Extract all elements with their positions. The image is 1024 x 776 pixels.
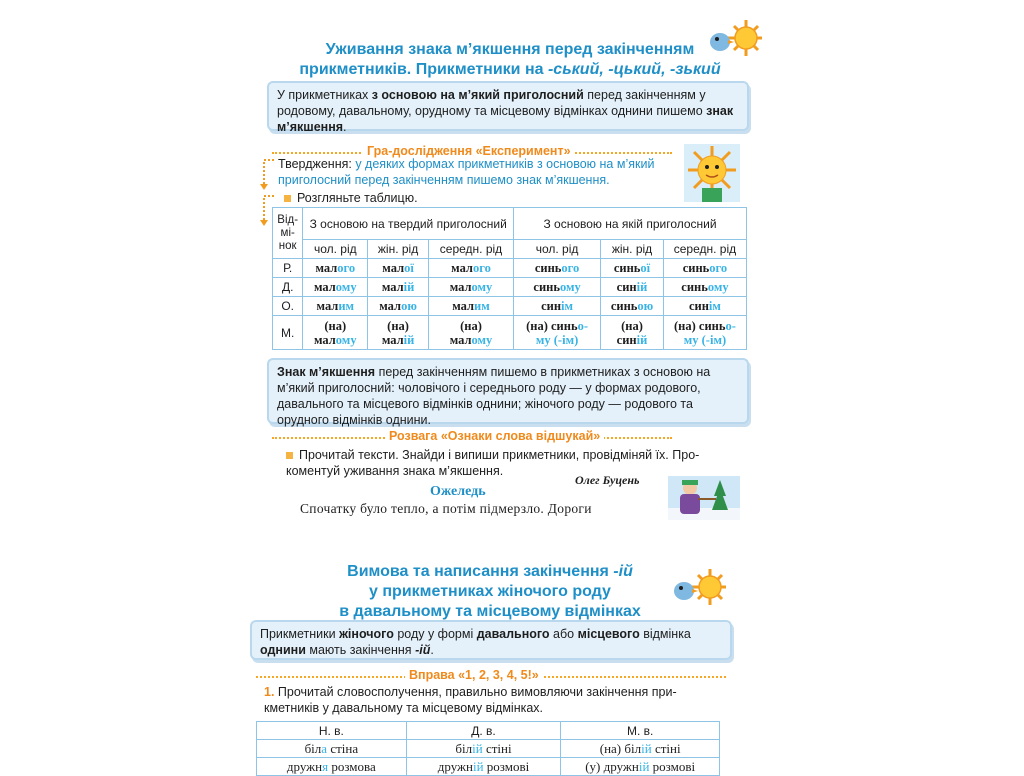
phrase-cell	[257, 758, 407, 776]
table-header-case: Від- мі- нок	[273, 208, 303, 259]
word-ending: ому	[335, 332, 357, 347]
word-form	[601, 259, 664, 278]
noun: розмова	[328, 758, 376, 774]
word-stem: син	[541, 299, 562, 313]
phrase-cell	[257, 740, 407, 758]
table-row	[273, 297, 747, 316]
word-ending: ому	[707, 280, 729, 294]
table-header: Д. в.	[406, 722, 561, 740]
word-stem: (на) мал	[313, 318, 347, 347]
word-form	[514, 297, 601, 316]
word-stem: синь	[613, 261, 641, 275]
section1-title: Уживання знака м’якшення перед закінченням прикметників. Прикметники на -ський, -цький, -зький	[299, 41, 721, 78]
word-stem: біл	[455, 740, 473, 756]
word-ending: ій	[472, 758, 484, 774]
word-stem: дружн	[286, 758, 323, 774]
statement: Твердження: у деяких формах прикметників з основою на м’який приголосний перед закінченням пишемо знак м’якшення.	[278, 157, 655, 187]
game-section-label: Гра-дослідження «Експеримент»	[363, 144, 575, 158]
table-subheader: чол. рід	[303, 240, 368, 259]
case-label: О.	[273, 297, 303, 316]
word-form	[428, 297, 513, 316]
word-stem: мал	[452, 299, 475, 313]
sun-character-picture	[684, 144, 740, 202]
word-form	[514, 259, 601, 278]
word-form	[428, 278, 513, 297]
word-stem: мал	[379, 299, 402, 313]
word-form	[601, 316, 664, 350]
case-label: Д.	[273, 278, 303, 297]
word-ending: ому	[471, 332, 493, 347]
word-stem: синь	[681, 280, 708, 294]
word-stem: біл	[304, 740, 322, 756]
word-ending: ою	[401, 299, 417, 313]
word-stem: мал	[382, 261, 405, 275]
word-ending: ого	[472, 261, 491, 275]
noun: розмові	[649, 758, 696, 774]
table-row	[257, 758, 720, 776]
word-form	[368, 316, 429, 350]
table-row	[273, 278, 747, 297]
consider-line: Розгляньте таблицю.	[284, 190, 418, 206]
word-form	[303, 259, 368, 278]
word-stem: син	[688, 299, 709, 313]
word-ending: ій	[403, 280, 415, 294]
word-stem: синь	[610, 299, 638, 313]
word-form	[663, 316, 746, 350]
word-ending: ій	[636, 332, 648, 347]
endings-table	[272, 207, 747, 350]
word-ending: ому	[559, 280, 581, 294]
word-stem: синь	[533, 280, 560, 294]
word-form	[514, 316, 601, 350]
word-form	[368, 297, 429, 316]
word-ending: о- му (-ім)	[683, 318, 736, 347]
word-form	[368, 259, 429, 278]
word-ending: ою	[637, 299, 654, 313]
table-subheader: жін. рід	[601, 240, 664, 259]
case-label: М.	[273, 316, 303, 350]
word-form	[303, 297, 368, 316]
winter-child-picture	[668, 476, 740, 520]
author: Олег Буцень	[575, 473, 640, 487]
word-ending: ій	[636, 280, 648, 294]
word-form	[303, 278, 368, 297]
word-form	[368, 278, 429, 297]
task-text: Прочитай тексти. Знайди і випиши прикметники, провідміняй їх. Прокоментуй уживання знака м’якшення.	[286, 448, 700, 478]
word-form	[428, 316, 513, 350]
word-form	[514, 278, 601, 297]
table-subheader: жін. рід	[368, 240, 429, 259]
word-ending: им	[474, 299, 490, 313]
word-stem: (на) синь	[526, 318, 578, 333]
rule-box-2: Знак м’якшення перед закінченням пишемо в прикметниках з основою на м’який приголосний: чоловічого і середнього роду — у формах родового, давального та місцевого відмінків однини; жіночого роду — родового та орудного відмінків однини.	[267, 358, 749, 424]
word-ending: ої	[640, 261, 651, 275]
bullet-icon	[284, 195, 291, 202]
table-subheader: чол. рід	[514, 240, 601, 259]
word-stem: (на) біл	[599, 740, 642, 756]
table-header-hard: З основою на твердий приголосний	[303, 208, 514, 240]
case-label: Р.	[273, 259, 303, 278]
section2-title: Вимова та написання закінчення -ій у прикметниках жіночого роду в давальному та місцевому відмінках	[339, 563, 641, 620]
noun: стіні	[651, 740, 681, 756]
poem-title: Ожеледь	[430, 484, 486, 499]
word-ending: ому	[471, 280, 493, 294]
word-stem: син	[616, 280, 637, 294]
noun: розмові	[483, 758, 530, 774]
word-stem: дружн	[437, 758, 473, 774]
word-ending: ій	[403, 332, 415, 347]
table-header: М. в.	[561, 722, 720, 740]
phrase-cell	[561, 758, 720, 776]
word-ending: ого	[709, 261, 728, 275]
word-ending: им	[338, 299, 355, 313]
word-stem: (на) синь	[674, 318, 726, 333]
word-ending: ого	[337, 261, 356, 275]
word-ending: о- му (-ім)	[535, 318, 588, 347]
word-stem: мал	[381, 280, 404, 294]
phrase-cell	[406, 758, 561, 776]
noun: стіна	[327, 740, 359, 756]
table-row	[257, 740, 720, 758]
word-ending: ій	[641, 740, 652, 756]
table-row	[273, 259, 747, 278]
word-stem: (на) син	[616, 318, 643, 347]
rule-box-3: Прикметники жіночого роду у формі давального або місцевого відмінка однини мають закінчення -ій.	[250, 620, 732, 660]
word-form	[663, 297, 746, 316]
sun-bird-mascot-icon	[706, 16, 762, 60]
word-form	[601, 278, 664, 297]
noun: стіні	[482, 740, 512, 756]
exercise-section-label: Вправа «1, 2, 3, 4, 5!»	[405, 668, 543, 682]
word-ending: ої	[404, 261, 414, 275]
table-header-soft: З основою на якій приголосний	[514, 208, 747, 240]
word-stem: (на) мал	[449, 318, 482, 347]
word-stem: синь	[534, 261, 562, 275]
sun-bird-mascot-icon	[670, 565, 726, 609]
word-ending: ого	[561, 261, 580, 275]
word-stem: мал	[315, 261, 338, 275]
table-subheader: середн. рід	[663, 240, 746, 259]
table-header: Н. в.	[257, 722, 407, 740]
word-stem: мал	[451, 261, 473, 275]
word-stem: (у) дружн	[585, 758, 639, 774]
word-form	[601, 297, 664, 316]
word-form	[428, 259, 513, 278]
word-ending: ім	[708, 299, 721, 313]
table-subheader: середн. рід	[428, 240, 513, 259]
word-ending: ій	[472, 740, 483, 756]
word-ending: ім	[561, 299, 574, 313]
exercise-task: 1. Прочитай словосполучення, правильно вимовляючи закінчення прикметників у давальному та місцевому відмінках.	[264, 685, 677, 715]
word-form	[303, 316, 368, 350]
word-stem: мал	[449, 280, 472, 294]
rule-box-1: У прикметниках з основою на м’який приголосний перед закінченням у родовому, давальному, орудному та місцевому відмінках однини пишемо знак м’якшення.	[267, 81, 749, 131]
word-form	[663, 278, 746, 297]
table-row	[273, 316, 747, 350]
word-stem: мал	[316, 299, 339, 313]
phrase-cell	[561, 740, 720, 758]
word-form	[663, 259, 746, 278]
word-ending: ій	[638, 758, 650, 774]
bullet-icon	[286, 452, 293, 459]
word-ending: ому	[335, 280, 357, 294]
word-ending: а	[321, 740, 328, 756]
phrase-cell	[406, 740, 561, 758]
word-stem: синь	[682, 261, 710, 275]
poem-line: Спочатку було тепло, а потім підмерзло. Дороги	[300, 501, 592, 516]
fun-section-label: Розвага «Ознаки слова відшукай»	[385, 429, 604, 443]
word-ending: я	[322, 758, 329, 774]
word-stem: (на) мал	[381, 318, 409, 347]
word-stem: мал	[313, 280, 336, 294]
